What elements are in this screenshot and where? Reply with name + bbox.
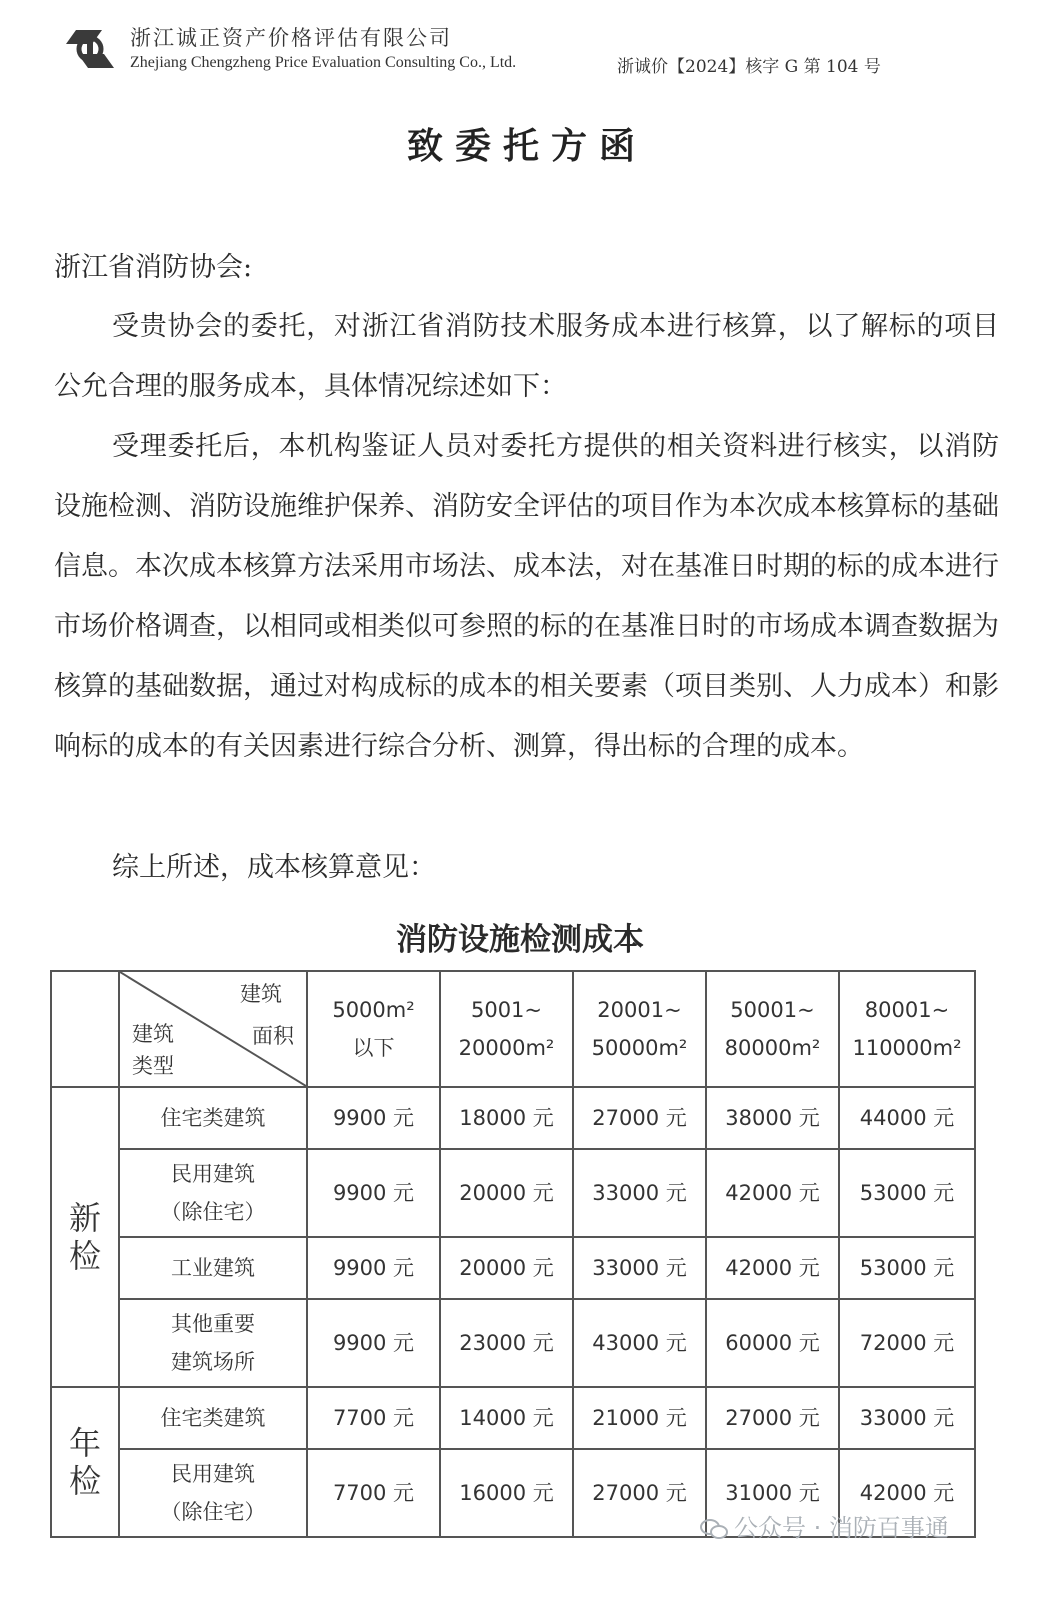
table-cell: 31000 元 (706, 1449, 839, 1537)
column-header-line2: 80000m² (724, 1036, 821, 1060)
row-type-line2: （除住宅） (160, 1200, 266, 1224)
table-row (51, 1149, 975, 1237)
group-label-cell (51, 1087, 119, 1387)
row-type-line2: 建筑场所 (171, 1350, 255, 1374)
column-header-line1: 80001~ (864, 998, 950, 1022)
salutation: 浙江省消防协会: (54, 252, 253, 283)
table-cell: 7700 元 (307, 1387, 440, 1449)
company-name-en: Zhejiang Chengzheng Price Evaluation Consulting Co., Ltd. (130, 54, 517, 71)
watermark (700, 1508, 949, 1543)
table-cell: 42000 元 (706, 1149, 839, 1237)
table-row (51, 1299, 975, 1387)
column-header (839, 971, 975, 1087)
column-header-line1: 5001~ (470, 998, 543, 1022)
paragraph-2: 受理委托后，本机构鉴证人员对委托方提供的相关资料进行核实，以消防设施检测、消防设施维护保养、消防安全评估的项目作为本次成本核算标的基础信息。本次成本核算方法采用市场法、成本法，对在基准日时期的标的成本进行市场价格调查，以相同或相类似可参照的标的在基准日时的市场成本调查数据为核算的基础数据，通过对构成标的成本的相关要素（项目类别、人力成本）和影响标的成本的有关因素进行综合分析、测算，得出标的合理的成本。 (54, 431, 999, 762)
header-blank-cell (51, 971, 119, 1087)
row-type-line1: 其他重要 (171, 1312, 255, 1336)
column-header (307, 971, 440, 1087)
column-header (706, 971, 839, 1087)
table-cell: 33000 元 (839, 1387, 975, 1449)
table-cell: 42000 元 (706, 1237, 839, 1299)
column-header-line1: 50001~ (730, 998, 815, 1022)
row-type-cell (119, 1149, 307, 1237)
column-header-line1: 20001~ (597, 998, 682, 1022)
row-type-cell (119, 1387, 307, 1449)
table-cell: 20000 元 (440, 1149, 573, 1237)
row-type-line1: 工业建筑 (171, 1256, 255, 1280)
corner-label-left-1: 建筑 (132, 1022, 174, 1046)
table-cell: 53000 元 (839, 1149, 975, 1237)
group-label-2: 检 (68, 1462, 101, 1500)
column-header-line2: 以下 (352, 1036, 395, 1060)
table-cell: 9900 元 (307, 1299, 440, 1387)
paragraph-3: 综上所述，成本核算意见： (112, 852, 436, 883)
row-type-cell (119, 1449, 307, 1537)
column-header (573, 971, 706, 1087)
company-logo-icon (62, 26, 118, 72)
column-header-line2: 20000m² (458, 1036, 555, 1060)
letter-title: 致委托方函 (406, 125, 647, 167)
table-cell: 21000 元 (573, 1387, 706, 1449)
group-label-2: 检 (68, 1237, 101, 1275)
table-cell: 38000 元 (706, 1087, 839, 1149)
table-row (51, 1087, 975, 1149)
table-cell: 33000 元 (573, 1237, 706, 1299)
table-cell: 42000 元 (839, 1449, 975, 1537)
table-cell: 14000 元 (440, 1387, 573, 1449)
row-type-cell (119, 1237, 307, 1299)
table-row (51, 1387, 975, 1449)
row-type-cell (119, 1087, 307, 1149)
table-cell: 60000 元 (706, 1299, 839, 1387)
paragraph-1: 受贵协会的委托，对浙江省消防技术服务成本进行核算，以了解标的项目公允合理的服务成本，具体情况综述如下： (54, 311, 999, 402)
row-type-cell (119, 1299, 307, 1387)
column-header-line2: 110000m² (852, 1036, 962, 1060)
table-cell: 9900 元 (307, 1149, 440, 1237)
table-cell: 33000 元 (573, 1149, 706, 1237)
table-cell: 7700 元 (307, 1449, 440, 1537)
row-type-line1: 民用建筑 (171, 1162, 255, 1186)
table-cell: 23000 元 (440, 1299, 573, 1387)
table-cell: 20000 元 (440, 1237, 573, 1299)
table-cell: 53000 元 (839, 1237, 975, 1299)
wechat-icon (700, 1518, 728, 1540)
table-cell: 27000 元 (573, 1087, 706, 1149)
column-header (440, 971, 573, 1087)
table-cell: 27000 元 (706, 1387, 839, 1449)
column-header-line1: 5000m² (332, 998, 415, 1022)
table-cell: 9900 元 (307, 1237, 440, 1299)
table-header-row (51, 971, 975, 1087)
corner-label-left-2: 类型 (132, 1054, 174, 1078)
group-label-cell (51, 1387, 119, 1537)
column-header-line2: 50000m² (591, 1036, 688, 1060)
table-cell: 72000 元 (839, 1299, 975, 1387)
row-type-line1: 民用建筑 (171, 1462, 255, 1486)
corner-label-top: 建筑 (240, 982, 282, 1006)
company-name-cn: 浙江诚正资产价格评估有限公司 (130, 26, 452, 50)
watermark-text: 公众号 · 消防百事通 (734, 1514, 949, 1542)
table-cell: 9900 元 (307, 1087, 440, 1149)
cost-table (50, 970, 976, 1538)
group-label-1: 年 (68, 1424, 101, 1462)
table-cell: 18000 元 (440, 1087, 573, 1149)
document-number: 浙诚价【2024】核字 G 第 104 号 (617, 57, 881, 77)
table-cell: 27000 元 (573, 1449, 706, 1537)
row-type-line2: （除住宅） (160, 1500, 266, 1524)
row-type-line1: 住宅类建筑 (160, 1106, 266, 1130)
table-title: 消防设施检测成本 (396, 922, 644, 958)
letterhead (62, 18, 1022, 78)
table-row (51, 1237, 975, 1299)
row-type-line1: 住宅类建筑 (160, 1406, 266, 1430)
corner-label-right: 面积 (252, 1024, 294, 1048)
table-cell: 44000 元 (839, 1087, 975, 1149)
header-corner-cell (119, 971, 307, 1087)
table-cell: 16000 元 (440, 1449, 573, 1537)
table-cell: 43000 元 (573, 1299, 706, 1387)
group-label-1: 新 (68, 1199, 101, 1237)
